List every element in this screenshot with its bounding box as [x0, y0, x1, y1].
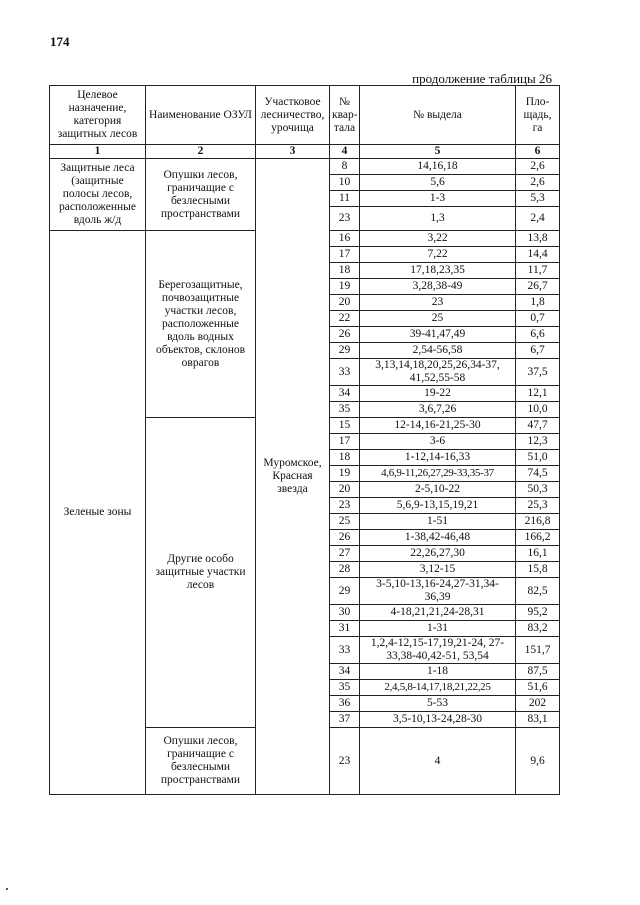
group-protective-strips: Защитные леса (защитные полосы лесов, расположенные вдоль ж/д	[50, 159, 146, 231]
plot-cell: 3,13,14,18,20,25,26,34-37, 41,52,55-58	[360, 359, 516, 386]
area-cell: 1,8	[516, 295, 560, 311]
plot-cell: 3,22	[360, 231, 516, 247]
quarter-cell: 35	[330, 680, 360, 696]
area-cell: 11,7	[516, 263, 560, 279]
plot-cell: 1-12,14-16,33	[360, 450, 516, 466]
quarter-cell: 8	[330, 159, 360, 175]
quarter-cell: 23	[330, 498, 360, 514]
plot-cell: 3-5,10-13,16-24,27-31,34- 36,39	[360, 578, 516, 605]
quarter-cell: 26	[330, 327, 360, 343]
column-number: 2	[146, 145, 256, 159]
scan-speck	[6, 888, 8, 890]
column-number: 4	[330, 145, 360, 159]
quarter-cell: 10	[330, 175, 360, 191]
table-row	[50, 159, 560, 175]
area-cell: 95,2	[516, 605, 560, 621]
header-area: Пло-щадь, га	[516, 86, 560, 145]
plot-cell: 2-5,10-22	[360, 482, 516, 498]
quarter-cell: 33	[330, 637, 360, 664]
area-cell: 74,5	[516, 466, 560, 482]
area-cell: 6,7	[516, 343, 560, 359]
area-cell: 10,0	[516, 402, 560, 418]
group-green-zones: Зеленые зоны	[50, 231, 146, 795]
area-cell: 12,1	[516, 386, 560, 402]
area-cell: 202	[516, 696, 560, 712]
area-cell: 47,7	[516, 418, 560, 434]
header-ozul: Наименование ОЗУЛ	[146, 86, 256, 145]
area-cell: 151,7	[516, 637, 560, 664]
area-cell: 2,6	[516, 159, 560, 175]
quarter-cell: 33	[330, 359, 360, 386]
quarter-cell: 20	[330, 482, 360, 498]
quarter-cell: 18	[330, 263, 360, 279]
area-cell: 26,7	[516, 279, 560, 295]
plot-cell: 19-22	[360, 386, 516, 402]
plot-cell: 5,6,9-13,15,19,21	[360, 498, 516, 514]
plot-cell: 2,54-56,58	[360, 343, 516, 359]
plot-cell: 22,26,27,30	[360, 546, 516, 562]
quarter-cell: 29	[330, 578, 360, 605]
quarter-cell: 11	[330, 191, 360, 207]
quarter-cell: 36	[330, 696, 360, 712]
quarter-cell: 19	[330, 466, 360, 482]
column-number: 6	[516, 145, 560, 159]
plot-cell: 4,6,9-11,26,27,29-33,35-37	[360, 466, 516, 482]
area-cell: 166,2	[516, 530, 560, 546]
area-cell: 51,6	[516, 680, 560, 696]
area-cell: 12,3	[516, 434, 560, 450]
quarter-cell: 29	[330, 343, 360, 359]
table-continuation-label: продолжение таблицы 26	[412, 71, 552, 86]
column-number: 1	[50, 145, 146, 159]
quarter-cell: 35	[330, 402, 360, 418]
area-cell: 37,5	[516, 359, 560, 386]
plot-cell: 25	[360, 311, 516, 327]
quarter-cell: 19	[330, 279, 360, 295]
plot-cell: 3,28,38-49	[360, 279, 516, 295]
ozul-forest-edges: Опушки лесов, граничащие с безлесными пространствами	[146, 159, 256, 231]
plot-cell: 17,18,23,35	[360, 263, 516, 279]
header-plot: № выдела	[360, 86, 516, 145]
quarter-cell: 27	[330, 546, 360, 562]
quarter-cell: 23	[330, 207, 360, 231]
plot-cell: 5-53	[360, 696, 516, 712]
area-cell: 6,6	[516, 327, 560, 343]
plot-cell: 1-31	[360, 621, 516, 637]
quarter-cell: 17	[330, 247, 360, 263]
header-purpose: Целевое назначение, категория защитных лесов	[50, 86, 146, 145]
plot-cell: 1-3	[360, 191, 516, 207]
quarter-cell: 17	[330, 434, 360, 450]
quarter-cell: 18	[330, 450, 360, 466]
column-number: 5	[360, 145, 516, 159]
plot-cell: 4-18,21,21,24-28,31	[360, 605, 516, 621]
area-cell: 216,8	[516, 514, 560, 530]
header-quarter: № квар-тала	[330, 86, 360, 145]
plot-cell: 14,16,18	[360, 159, 516, 175]
table-header-row	[50, 86, 560, 145]
plot-cell: 1,2,4-12,15-17,19,21-24, 27-33,38-40,42-51, 53,54	[360, 637, 516, 664]
forestry-name: Муромское, Красная звезда	[256, 159, 330, 795]
area-cell: 2,4	[516, 207, 560, 231]
quarter-cell: 15	[330, 418, 360, 434]
plot-cell: 3-6	[360, 434, 516, 450]
plot-cell: 4	[360, 728, 516, 795]
quarter-cell: 31	[330, 621, 360, 637]
area-cell: 83,1	[516, 712, 560, 728]
plot-cell: 2,4,5,8-14,17,18,21,22,25	[360, 680, 516, 696]
plot-cell: 7,22	[360, 247, 516, 263]
plot-cell: 3,12-15	[360, 562, 516, 578]
quarter-cell: 16	[330, 231, 360, 247]
area-cell: 50,3	[516, 482, 560, 498]
plot-cell: 23	[360, 295, 516, 311]
area-cell: 87,5	[516, 664, 560, 680]
area-cell: 16,1	[516, 546, 560, 562]
ozul-forest-edges: Опушки лесов, граничащие с безлесными пространствами	[146, 728, 256, 795]
quarter-cell: 20	[330, 295, 360, 311]
area-cell: 9,6	[516, 728, 560, 795]
area-cell: 13,8	[516, 231, 560, 247]
header-forestry: Участковое лесничество, урочища	[256, 86, 330, 145]
plot-cell: 3,5-10,13-24,28-30	[360, 712, 516, 728]
area-cell: 82,5	[516, 578, 560, 605]
ozul-other-special: Другие особо защитные участки лесов	[146, 418, 256, 728]
area-cell: 83,2	[516, 621, 560, 637]
quarter-cell: 25	[330, 514, 360, 530]
column-number-row	[50, 145, 560, 159]
plot-cell: 5,6	[360, 175, 516, 191]
column-number: 3	[256, 145, 330, 159]
area-cell: 15,8	[516, 562, 560, 578]
quarter-cell: 26	[330, 530, 360, 546]
plot-cell: 1-51	[360, 514, 516, 530]
quarter-cell: 30	[330, 605, 360, 621]
plot-cell: 1-18	[360, 664, 516, 680]
quarter-cell: 34	[330, 386, 360, 402]
area-cell: 25,3	[516, 498, 560, 514]
area-cell: 5,3	[516, 191, 560, 207]
plot-cell: 1-38,42-46,48	[360, 530, 516, 546]
forest-table	[49, 85, 560, 795]
plot-cell: 39-41,47,49	[360, 327, 516, 343]
quarter-cell: 22	[330, 311, 360, 327]
plot-cell: 12-14,16-21,25-30	[360, 418, 516, 434]
area-cell: 0,7	[516, 311, 560, 327]
ozul-water-protection: Берегозащитные, почвозащитные участки лесов, расположенные вдоль водных объектов, склонов оврагов	[146, 231, 256, 418]
page-number: 174	[50, 34, 70, 49]
plot-cell: 1,3	[360, 207, 516, 231]
area-cell: 2,6	[516, 175, 560, 191]
quarter-cell: 28	[330, 562, 360, 578]
area-cell: 51,0	[516, 450, 560, 466]
area-cell: 14,4	[516, 247, 560, 263]
quarter-cell: 23	[330, 728, 360, 795]
quarter-cell: 37	[330, 712, 360, 728]
quarter-cell: 34	[330, 664, 360, 680]
plot-cell: 3,6,7,26	[360, 402, 516, 418]
